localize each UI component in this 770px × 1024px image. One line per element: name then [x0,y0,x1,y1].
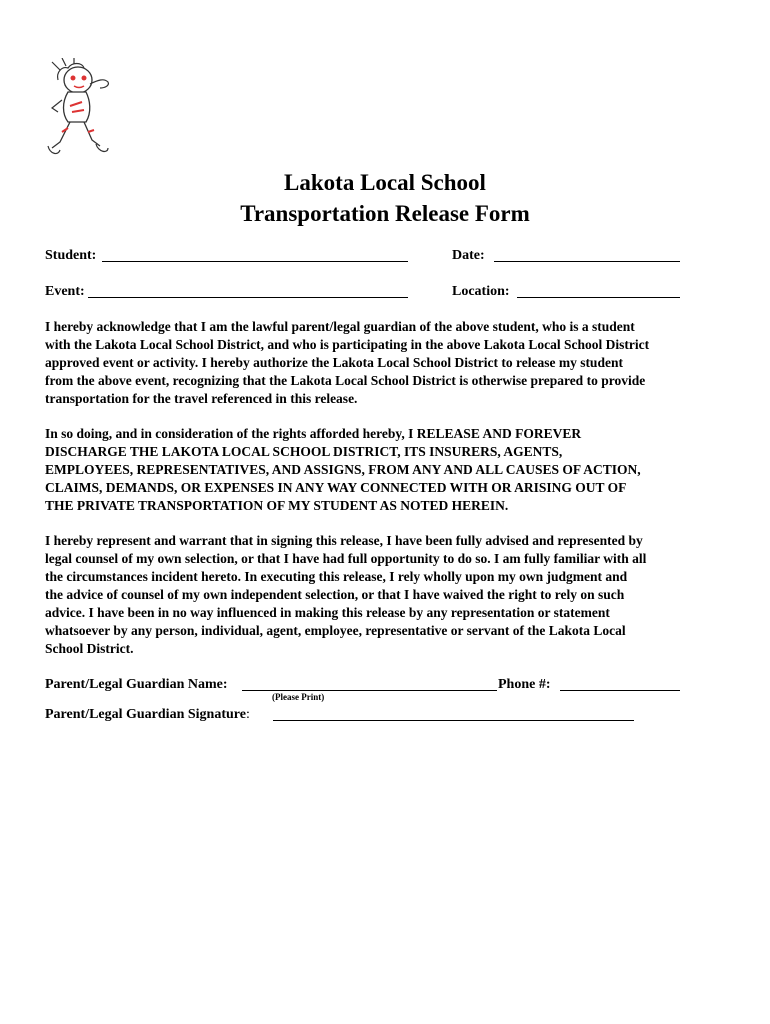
student-input-line[interactable] [102,261,408,262]
phone-input-line[interactable] [560,690,680,691]
location-label: Location: [452,284,510,299]
warranty-paragraph: I hereby represent and warrant that in signing this release, I have been fully advised and represented by legal counsel of my own selection, or that I have had full opportunity to do so. I am fully familiar with all the circumstances incident hereto. In executing this release, I rely wholly upon my own judgment and the advice of counsel of my own independent selection, or that I have waived the right to rely on such advice. I have been in no way influenced in making this release by any representation or statement whatsoever by any person, individual, agent, employee, representative or servant of the Lakota Local School District. [45,533,647,656]
signature-label [45,707,250,723]
please-print-note: (Please Print) [272,692,325,702]
guardian-name-input-line[interactable] [242,690,497,691]
phone-label: Phone #: [498,677,551,692]
student-label: Student: [45,248,97,263]
location-input-line[interactable] [517,297,680,298]
release-paragraph: In so doing, and in consideration of the rights afforded hereby, I RELEASE AND FOREVER DISCHARGE THE LAKOTA LOCAL SCHOOL DISTRICT, ITS INSURERS, AGENTS, EMPLOYEES, REPRESENTATIVES, AND ASSIGNS, FROM ANY AND ALL CAUSES OF ACTION, CLAIMS, DEMANDS, OR EXPENSES IN ANY WAY CONNECTED WITH OR ARISING OUT OF THE PRIVATE TRANSPORTATION OF MY STUDENT AS NOTED HEREIN. [45,426,641,513]
signature-input-line[interactable] [273,720,634,721]
date-label: Date: [452,248,485,263]
acknowledgement-paragraph: I hereby acknowledge that I am the lawful parent/legal guardian of the above student, who is a student with the Lakota Local School District, and who is participating in the above Lakota Local School District approved event or activity. I hereby authorize the Lakota Local School District to release my student from the above event, recognizing that the Lakota Local School District is otherwise prepared to provide transportation for the travel referenced in this release. [45,319,650,406]
signature-colon: : [245,707,250,722]
form-title-line2: Transportation Release Form [240,201,530,226]
guardian-name-label: Parent/Legal Guardian Name: [45,677,228,692]
form-title-line1: Lakota Local School [284,170,486,195]
event-label: Event: [45,284,85,299]
event-input-line[interactable] [88,297,408,298]
mascot-logo-icon [38,58,120,160]
date-input-line[interactable] [494,261,680,262]
signature-label-text: Parent/Legal Guardian Signature [45,707,246,722]
